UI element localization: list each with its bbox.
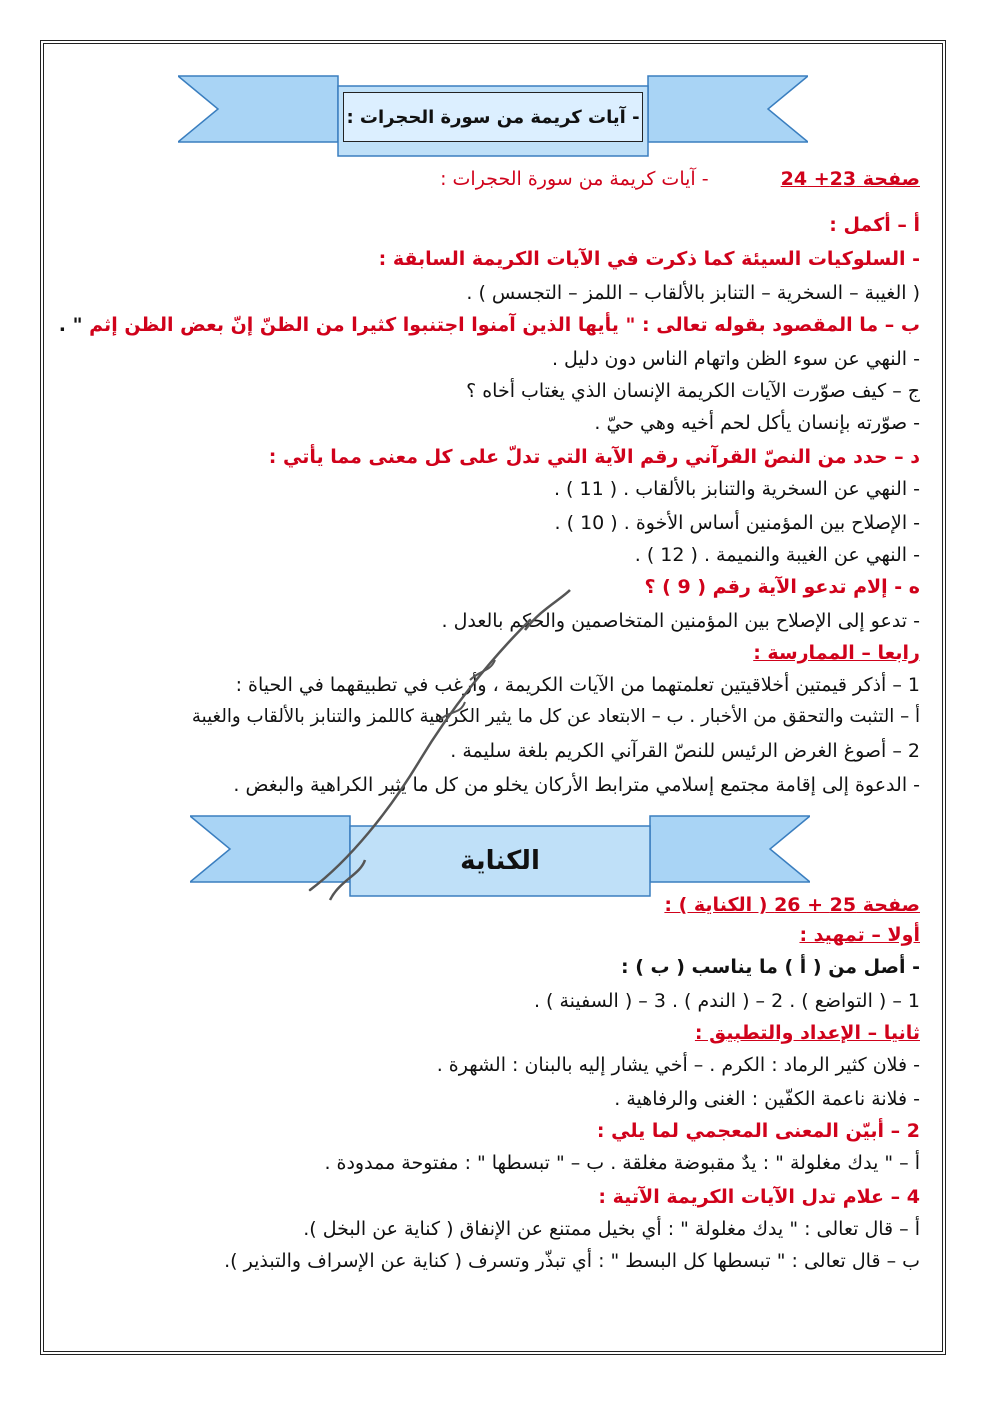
q-b-question-end: " . [58,314,90,336]
q-d-question: د – حدد من النصّ القرآني رقم الآية التي تدلّ على كل معنى مما يأتي : [268,446,920,468]
match-question: - أصل من ( أ ) ما يناسب ( ب ) : [621,956,920,978]
q-b-question-line [59,312,920,338]
q-e-question: ه - إلام تدعو الآية رقم ( 9 ) ؟ [644,576,920,598]
section2-page-ref: صفحة 25 + 26 ( الكناية ) : [664,894,920,916]
intro-heading: أولا – تمهيد : [799,924,920,946]
banner-verses-title-box [343,92,643,142]
q4-answer-a: أ – قال تعالى : " يدك مغلولة " : أي بخيل ممتنع عن الإنفاق ( كناية عن البخل ). [303,1218,920,1240]
banner-kinaya-title: الكناية [460,846,540,876]
prep-line-1: - فلان كثير الرماد : الكرم . – أخي يشار إليه بالبنان : الشهرة . [436,1054,920,1076]
q-a-answer: ( الغيبة – السخرية – التنابز بالألقاب – اللمز – التجسس ) . [466,282,920,304]
q-c-question: ج – كيف صوّرت الآيات الكريمة الإنسان الذي يغتاب أخاه ؟ [466,380,920,402]
section1-page-ref: صفحة 23+ 24 [780,168,920,190]
ribbon-banner-verses [178,72,808,162]
q4-answer-b: ب – قال تعالى : " تبسطها كل البسط " : أي تبذّر وتسرف ( كناية عن الإسراف والتبذير ). [224,1250,920,1272]
q2-answer: أ – " يدك مغلولة " : يدٌ مقبوضة مغلقة . ب – " تبسطها " : مفتوحة ممدودة . [324,1152,920,1174]
q-c-answer: - صوّرته بإنسان يأكل لحم أخيه وهي حيّ . [594,412,920,434]
banner-verses-title: - آيات كريمة من سورة الحجرات : [346,106,640,128]
q-d-answer-1: - النهي عن السخرية والتنابز بالألقاب . ( 11 ) . [553,478,920,500]
q2-heading: 2 – أبيّن المعنى المعجمي لما يلي : [596,1120,920,1142]
q-d-answer-3: - النهي عن الغيبة والنميمة . ( 12 ) . [634,544,920,566]
match-answer: 1 – ( التواضع ) . 2 – ( الندم ) . 3 – ( السفينة ) . [533,990,920,1012]
practice-2-answer: - الدعوة إلى إقامة مجتمع إسلامي مترابط الأركان يخلو من كل ما يثير الكراهية والبغض . [233,774,920,796]
q-b-question: ب – ما المقصود بقوله تعالى : " يأيها الذين آمنوا اجتنبوا كثيرا من الظنّ إنّ بعض الظن إثم [89,314,920,336]
prep-line-2: - فلانة ناعمة الكفّين : الغنى والرفاهية . [614,1088,920,1110]
practice-2: 2 – أصوغ الغرض الرئيس للنصّ القرآني الكريم بلغة سليمة . [450,740,920,762]
prep-heading: ثانيا – الإعداد والتطبيق : [694,1022,920,1044]
practice-1: 1 – أذكر قيمتين أخلاقيتين تعلمتهما من الآيات الكريمة ، وأرغب في تطبيقهما في الحياة : [235,674,920,696]
q-d-answer-2: - الإصلاح بين المؤمنين أساس الأخوة . ( 10 ) . [554,512,920,534]
q-b-answer: - النهي عن سوء الظن واتهام الناس دون دليل . [551,348,920,370]
q-a-heading: أ – أكمل : [829,214,920,236]
practice-1-answer: أ – التثبت والتحقق من الأخبار . ب – الابتعاد عن كل ما يثير الكراهية كاللمز والتنابز بالألقاب والغيبة [191,706,920,727]
section1-page-ref-line [440,166,920,192]
q-e-answer: - تدعو إلى الإصلاح بين المؤمنين المتخاصمين والحكم بالعدل . [441,610,920,632]
banner-kinaya-title-box [350,826,650,896]
practice-heading: رابعا – الممارسة : [753,642,920,664]
q-a-question: - السلوكيات السيئة كما ذكرت في الآيات الكريمة السابقة : [378,248,920,270]
section1-page-ref-title: - آيات كريمة من سورة الحجرات : [440,168,709,190]
q4-heading: 4 – علام تدل الآيات الكريمة الآتية : [598,1186,920,1208]
